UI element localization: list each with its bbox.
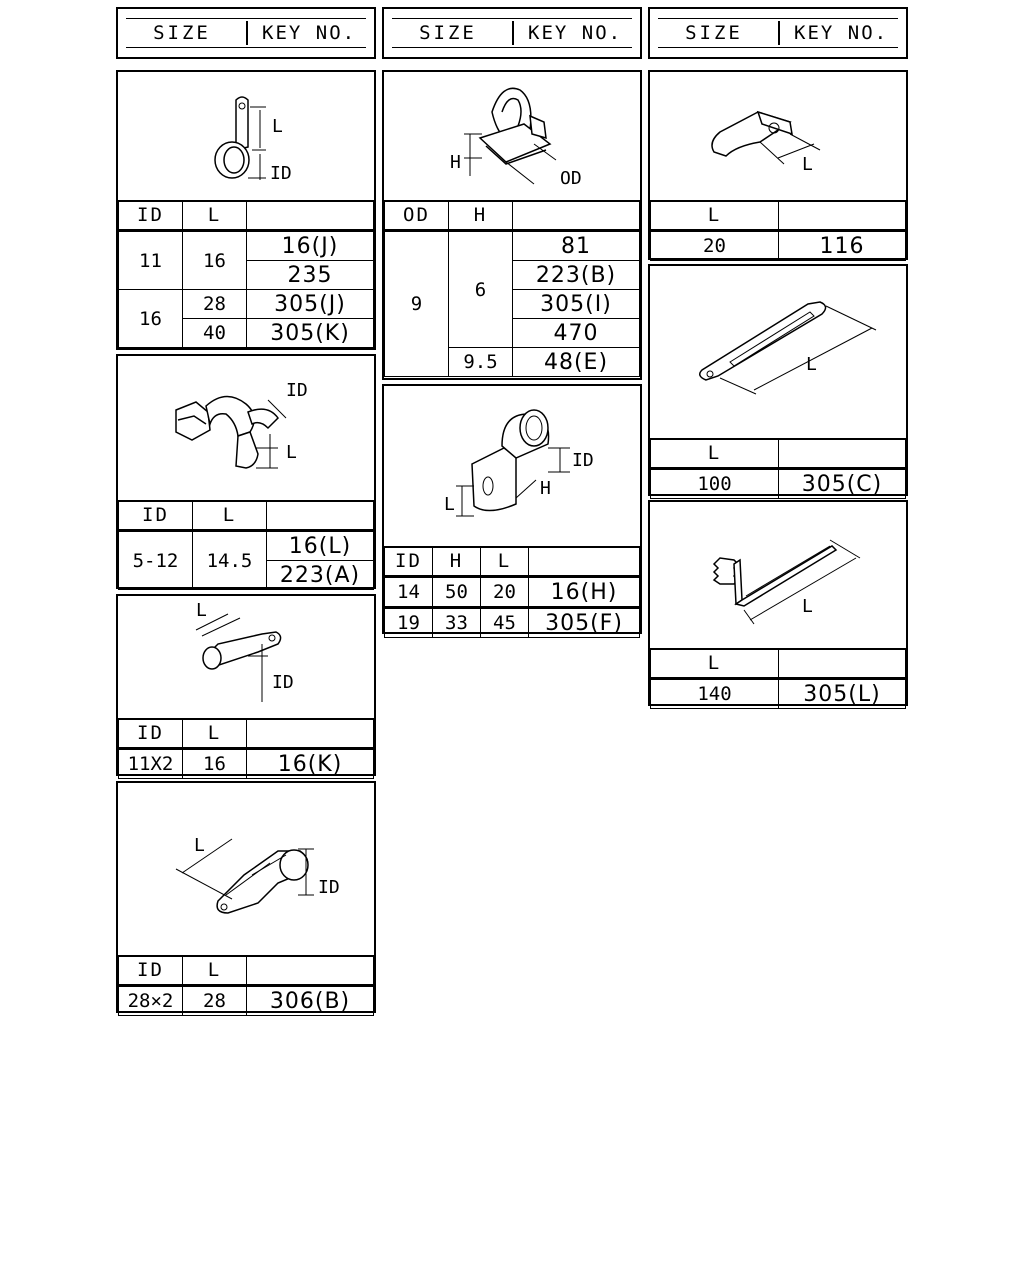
cell-h: 50 [433,577,481,608]
col-header-l: L [183,719,247,749]
col-header-l: L [183,956,247,986]
column-header-3 [648,7,908,59]
key-no-header: KEY NO. [528,22,623,44]
loop-clip-illustration [118,72,374,202]
col-header-id: ID [119,501,193,531]
loop-clip-table [118,200,374,348]
cell-id: 11X2 [119,749,183,779]
column-header-1 [116,7,376,59]
cell-key-no: 305(F) [529,608,640,638]
part-panel-push-in-clip [382,70,642,380]
dim-label-l: L [272,116,283,137]
cell-key-no: 81 [513,231,640,261]
part-panel-slotted-strap [648,264,908,496]
cell-l: 140 [651,679,779,709]
cell-l: 28 [183,986,247,1016]
cell-key-no: 235 [247,261,374,290]
cell-id: 11 [119,231,183,290]
cell-h: 6 [449,231,513,348]
part-panel-loop-clip [116,70,376,350]
double-clip-table [118,500,374,590]
col-header-l: L [183,201,247,231]
cell-l: 20 [651,231,779,261]
part-panel-anchor-bracket [648,500,908,706]
cell-key-no: 16(L) [267,531,374,561]
push-in-clip-table [384,200,640,377]
cell-l: 14.5 [193,531,267,590]
cell-id: 14 [385,577,433,608]
dim-label-h: H [450,152,461,173]
part-panel-short-bracket [648,70,908,260]
cell-key-no: 306(B) [247,986,374,1016]
short-bracket-illustration [650,72,906,202]
push-in-clip-illustration [384,72,640,202]
cell-key-no: 16(J) [247,231,374,261]
cell-h: 9.5 [449,348,513,377]
dim-label-l: L [802,154,813,175]
col-header-l: L [481,547,529,577]
anchor-bracket-illustration [650,502,906,650]
cell-key-no: 223(B) [513,261,640,290]
cell-od: 9 [385,231,449,377]
part-panel-flat-loop-clip [116,594,376,776]
cell-l: 100 [651,469,779,499]
flat-loop-clip-illustration [118,596,374,720]
col-header-h: H [433,547,481,577]
cell-l: 28 [183,290,247,319]
slotted-strap-table [650,438,906,499]
cell-id: 19 [385,608,433,638]
dim-label-l: L [194,835,205,856]
part-panel-double-clip [116,354,376,589]
col-header-id: ID [119,719,183,749]
size-header: SIZE [419,22,477,44]
cell-l: 45 [481,608,529,638]
dim-label-id: ID [272,672,294,693]
dim-label-l: L [196,600,207,621]
p-clamp-table [384,546,640,638]
col-header-id: ID [119,201,183,231]
cell-key-no: 305(C) [779,469,906,499]
wide-loop-clip-table [118,955,374,1016]
anchor-bracket-table [650,648,906,709]
key-no-header: KEY NO. [262,22,357,44]
cell-key-no: 305(I) [513,290,640,319]
cell-key-no: 305(L) [779,679,906,709]
cell-key-no: 116 [779,231,906,261]
cell-key-no: 470 [513,319,640,348]
cell-key-no: 48(E) [513,348,640,377]
part-panel-p-clamp [382,384,642,634]
cell-id: 16 [119,290,183,348]
col-header-l: L [651,439,779,469]
column-header-2 [382,7,642,59]
cell-l: 16 [183,231,247,290]
p-clamp-illustration [384,386,640,548]
size-header: SIZE [685,22,743,44]
size-header: SIZE [153,22,211,44]
cell-l: 40 [183,319,247,348]
col-header-id: ID [119,956,183,986]
slotted-strap-illustration [650,266,906,440]
cell-key-no: 305(K) [247,319,374,348]
dim-label-id: ID [318,877,340,898]
dim-label-l: L [286,442,297,463]
dim-label-l: L [444,494,455,515]
dim-label-id: ID [572,450,594,471]
cell-l: 16 [183,749,247,779]
wide-loop-clip-illustration [118,783,374,957]
cell-l: 20 [481,577,529,608]
dim-label-l: L [802,596,813,617]
col-header-h: H [449,201,513,231]
col-header-l: L [651,649,779,679]
col-header-l: L [193,501,267,531]
cell-key-no: 16(K) [247,749,374,779]
col-header-od: OD [385,201,449,231]
flat-loop-clip-table [118,718,374,779]
dim-label-id: ID [270,163,292,184]
dim-label-h: H [540,478,551,499]
part-panel-wide-loop-clip [116,781,376,1013]
short-bracket-table [650,200,906,261]
cell-id: 5-12 [119,531,193,590]
col-header-id: ID [385,547,433,577]
cell-h: 33 [433,608,481,638]
col-header-l: L [651,201,779,231]
double-clip-illustration [118,356,374,502]
dim-label-l: L [806,354,817,375]
cell-id: 28×2 [119,986,183,1016]
dim-label-id: ID [286,380,308,401]
cell-key-no: 305(J) [247,290,374,319]
cell-key-no: 16(H) [529,577,640,608]
cell-key-no: 223(A) [267,561,374,590]
dim-label-od: OD [560,168,582,189]
key-no-header: KEY NO. [794,22,889,44]
